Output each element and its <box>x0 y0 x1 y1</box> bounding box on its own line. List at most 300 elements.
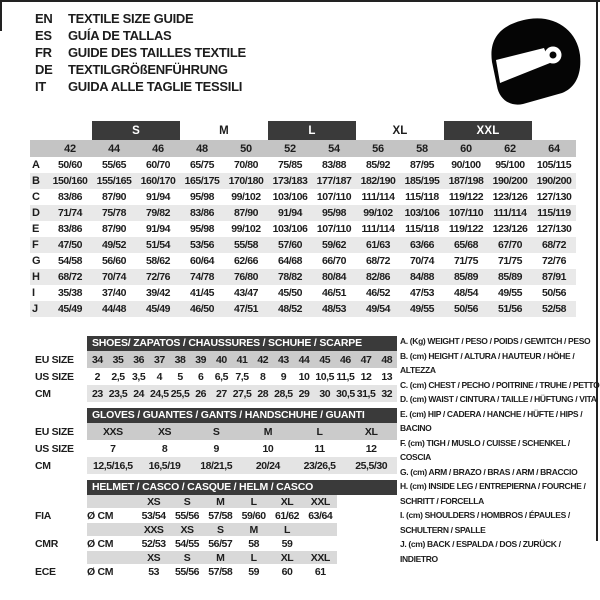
helmet-value-cell: 52/53 <box>141 537 166 550</box>
value-cell: 4 <box>156 370 163 383</box>
helmet-value-cell: 53/54 <box>141 509 166 522</box>
measure-value-cell: 44/48 <box>92 301 136 317</box>
measure-value-cell: 90/100 <box>451 159 481 171</box>
value-cell: 36 <box>133 353 145 366</box>
size-group-s: S <box>92 121 180 140</box>
value-cell: 8 <box>161 442 168 455</box>
measure-value-cell: 85/89 <box>488 269 532 285</box>
size-number-cell: 56 <box>356 140 400 157</box>
gloves-row <box>35 440 397 457</box>
measure-value-cell: 82/86 <box>356 269 400 285</box>
measure-value-cell: 66/70 <box>321 255 347 267</box>
measure-value-cell: 87/91 <box>532 269 576 285</box>
measure-row-a <box>30 157 576 173</box>
helmet-size-cell: XL <box>280 551 294 564</box>
measure-value-cell: 50/56 <box>444 301 488 317</box>
value-cell: 42 <box>257 353 269 366</box>
value-cell: 16,5/19 <box>148 459 181 472</box>
helmet-size-cell: XS <box>147 495 161 508</box>
measure-value-cell: 48/52 <box>268 301 312 317</box>
value-cell: 46 <box>340 353 351 366</box>
shoes-size-rows <box>35 351 397 402</box>
value-cell: 32 <box>381 387 393 400</box>
value-cell: 30,5 <box>336 387 355 400</box>
legend-item: A. (Kg) WEIGHT / PESO / POIDS / GEWITCH / PESO <box>400 336 591 346</box>
measure-value-cell: 48/53 <box>312 301 356 317</box>
value-cell: 44 <box>298 353 310 366</box>
measure-value-cell: 41/45 <box>189 287 215 299</box>
value-cell: 9 <box>280 370 287 383</box>
value-cell: 25,5 <box>170 387 190 400</box>
measure-value-cell: 182/190 <box>356 173 400 189</box>
value-cell: 28,5 <box>274 387 293 400</box>
helmet-value-cell: 60 <box>281 565 293 578</box>
measure-value-cell: 99/102 <box>231 223 261 235</box>
helmet-value-cell: 59/60 <box>241 509 266 522</box>
value-cell: 31,5 <box>356 387 376 400</box>
measure-value-cell: 50/60 <box>57 159 83 171</box>
helmet-value-cells <box>87 536 337 551</box>
measure-value-cell: 173/183 <box>268 173 312 189</box>
measure-value-cell: 95/100 <box>495 159 525 171</box>
measure-value-cell: 47/50 <box>48 237 92 253</box>
row-label: US SIZE <box>35 442 74 455</box>
value-cell: XS <box>157 425 172 438</box>
legend-item: B. (cm) HEIGHT / ALTURA / HAUTEUR / HÖHE / ALTEZZA <box>400 350 575 375</box>
row-letter: I <box>32 287 35 299</box>
size-number-cell: 64 <box>532 140 576 157</box>
measure-value-cell: 85/89 <box>444 269 488 285</box>
measure-value-cell: 80/84 <box>312 269 356 285</box>
value-cell: 23 <box>91 387 103 400</box>
measure-value-cell: 75/85 <box>277 159 303 171</box>
measure-value-cell: 56/60 <box>101 255 127 267</box>
value-cell: 23/26,5 <box>303 459 336 472</box>
measure-value-cell: 67/70 <box>488 237 532 253</box>
legend-item: E. (cm) HIP / CADERA / HANCHE / HÜFTE / HIPS / BACINO <box>400 408 583 433</box>
row-letter: G <box>32 255 41 267</box>
helmet-value-cell: 54/55 <box>174 537 199 550</box>
measure-value-cell: 52/58 <box>532 301 576 317</box>
measure-value-cell: 72/76 <box>541 255 567 267</box>
measure-value-cell: 115/118 <box>405 223 439 235</box>
measure-value-cell: 45/49 <box>48 301 92 317</box>
helmet-size-label-row <box>35 523 397 536</box>
diameter-unit-label: Ø CM <box>87 509 114 522</box>
value-cell: 29 <box>298 387 310 400</box>
measure-value-cell: 119/122 <box>448 223 484 235</box>
measure-row-c <box>30 189 576 205</box>
value-cell: 10 <box>262 442 274 455</box>
gloves-size-rows <box>35 423 397 474</box>
language-code: DE <box>35 62 53 77</box>
measure-value-cell: 55/58 <box>224 237 268 253</box>
measure-value-cell: 60/64 <box>189 255 215 267</box>
helmet-size-cell: XXL <box>310 551 330 564</box>
helmet-value-cell: 61/62 <box>274 509 299 522</box>
measure-value-cell: 87/90 <box>224 205 268 221</box>
shoes-section-header: SHOES/ ZAPATOS / CHAUSSURES / SCHUHE / SCARPE <box>87 336 397 351</box>
measure-value-cell: 160/170 <box>136 173 180 189</box>
language-title: TEXTILE SIZE GUIDE <box>68 11 194 26</box>
measure-value-cell: 72/76 <box>136 269 180 285</box>
measure-value-cell: 91/94 <box>268 205 312 221</box>
row-letter: J <box>30 301 48 317</box>
helmet-value-cells <box>87 508 337 523</box>
measure-value-cell: 99/102 <box>231 191 261 203</box>
value-cell: 28 <box>257 387 269 400</box>
value-cell: 38 <box>174 353 186 366</box>
measure-value-cell: 103/106 <box>272 223 308 235</box>
measure-value-cell: 53/56 <box>180 237 224 253</box>
gloves-cells <box>87 423 397 440</box>
gloves-cells <box>87 440 397 457</box>
helmet-size-cell: L <box>283 523 290 536</box>
value-cell: 40 <box>215 353 227 366</box>
measure-row-i <box>30 285 576 301</box>
measure-value-cell: 190/200 <box>532 173 576 189</box>
measure-value-cell: 119/122 <box>448 191 484 203</box>
measure-value-cell: 46/52 <box>365 287 391 299</box>
helmet-section-header: HELMET / CASCO / CASQUE / HELM / CASCO <box>87 480 397 495</box>
helmet-size-rows <box>35 495 397 579</box>
value-cell: L <box>316 425 323 438</box>
gloves-row <box>35 457 397 474</box>
row-label: EU SIZE <box>35 353 74 366</box>
measure-value-cell: 83/86 <box>180 205 224 221</box>
row-letter: E <box>32 223 39 235</box>
value-cell: 7,5 <box>235 370 249 383</box>
size-group-l: L <box>268 121 356 140</box>
value-cell: 26 <box>195 387 207 400</box>
shoes-row <box>35 351 397 368</box>
row-label: CM <box>35 387 51 400</box>
value-cell: 2 <box>94 370 101 383</box>
measure-value-cell: 79/82 <box>136 205 180 221</box>
measure-value-cell: 59/62 <box>312 237 356 253</box>
measure-value-cell: 46/50 <box>180 301 224 317</box>
value-cell: 3,5 <box>132 370 146 383</box>
measure-row-e <box>30 221 576 237</box>
shoes-row <box>35 368 397 385</box>
value-cell: XL <box>364 425 378 438</box>
measure-value-cell: 127/130 <box>536 223 572 235</box>
value-cell: 9 <box>213 442 219 455</box>
measure-value-cell: 71/74 <box>48 205 92 221</box>
measure-value-cell: 95/98 <box>189 223 215 235</box>
measure-value-cell: 155/165 <box>92 173 136 189</box>
measure-value-cell: 103/106 <box>400 205 444 221</box>
measure-value-cell: 54/58 <box>57 255 83 267</box>
measure-value-cell: 61/63 <box>356 237 400 253</box>
shoes-row <box>35 385 397 402</box>
size-number-cell: 48 <box>180 140 224 157</box>
spacer-cell <box>532 121 576 140</box>
measure-value-cell: 95/98 <box>189 191 215 203</box>
language-title-list <box>35 10 246 95</box>
language-line <box>35 61 246 78</box>
size-group-m: M <box>219 124 229 137</box>
row-letter: D <box>30 205 48 221</box>
legend-item: J. (cm) BACK / ESPALDA / DOS / ZURÜCK / INDIETRO <box>400 539 561 564</box>
value-cell: 11 <box>314 442 325 455</box>
gloves-section <box>35 408 397 474</box>
value-cell: 20/24 <box>255 459 280 472</box>
measure-value-cell: 58/62 <box>145 255 171 267</box>
value-cell: 12 <box>365 442 377 455</box>
measure-value-cell: 45/50 <box>277 287 303 299</box>
measure-value-cell: 107/110 <box>444 205 488 221</box>
language-code: EN <box>35 11 53 26</box>
language-title: GUIDA ALLE TAGLIE TESSILI <box>68 79 243 94</box>
helmet-size-cell: L <box>250 551 257 564</box>
value-cell: 35 <box>112 353 124 366</box>
size-group-xl: XL <box>392 124 408 137</box>
helmet-value-cell: 53 <box>148 565 160 578</box>
size-number-cell: 58 <box>400 140 444 157</box>
helmet-size-cells <box>87 495 337 508</box>
helmet-size-cell: XS <box>147 551 161 564</box>
measure-value-cell: 103/106 <box>272 191 308 203</box>
helmet-value-cell: 55/56 <box>174 509 199 522</box>
measure-value-cell: 76/80 <box>224 269 268 285</box>
row-label <box>35 523 87 536</box>
measure-value-cell: 62/66 <box>233 255 259 267</box>
measure-value-cell: 37/40 <box>101 287 127 299</box>
language-code: IT <box>35 79 46 94</box>
measure-value-cell: 74/78 <box>180 269 224 285</box>
measure-value-cell: 70/80 <box>233 159 259 171</box>
measure-value-cell: 47/53 <box>409 287 435 299</box>
measure-value-cell: 165/175 <box>180 173 224 189</box>
size-number-cell: 62 <box>488 140 532 157</box>
measure-value-cell: 127/130 <box>536 191 572 203</box>
value-cell: 48 <box>381 353 393 366</box>
row-label <box>35 495 87 508</box>
measure-value-cell: 105/115 <box>536 159 572 171</box>
legend-item: D. (cm) WAIST / CINTURA / TAILLE / HÜFTUNG / VITA <box>400 394 597 404</box>
gloves-row <box>35 423 397 440</box>
measure-value-cell: 60/70 <box>145 159 171 171</box>
value-cell: 6 <box>198 370 204 383</box>
legend-item: C. (cm) CHEST / PECHO / POITRINE / TRUHE / PETTO <box>400 379 600 390</box>
measure-value-cell: 123/126 <box>492 191 528 203</box>
measure-value-cell: 70/74 <box>409 255 435 267</box>
row-letter: F <box>30 237 48 253</box>
language-line <box>35 44 246 61</box>
frame-border-top <box>0 0 600 2</box>
measure-value-cell: 187/198 <box>444 173 488 189</box>
measure-value-cell: 68/72 <box>365 255 391 267</box>
helmet-value-cell: 55/56 <box>174 565 199 578</box>
measure-value-cell: 51/56 <box>488 301 532 317</box>
measure-value-cell: 65/75 <box>189 159 215 171</box>
helmet-value-cell: 63/64 <box>308 509 333 522</box>
size-group-row <box>30 121 576 140</box>
legend-item: F. (cm) TIGH / MUSLO / CUISSE / SCHENKEL / COSCIA <box>400 437 570 462</box>
value-cell: 25,5/30 <box>355 459 388 472</box>
measure-value-cell: 91/94 <box>145 223 171 235</box>
row-letter: A <box>32 159 40 171</box>
size-number-row <box>30 140 576 157</box>
value-cell: 18/21,5 <box>200 459 233 472</box>
value-cell: 8 <box>260 370 266 383</box>
helmet-size-cell: S <box>217 523 224 536</box>
helmet-size-cell: XL <box>280 495 294 508</box>
row-label <box>35 551 87 564</box>
value-cell: 23,5 <box>108 387 128 400</box>
size-number-cell: 46 <box>136 140 180 157</box>
measure-value-cell: 111/114 <box>361 223 395 235</box>
helmet-value-cell: 56/57 <box>208 537 233 550</box>
standard-label: FIA <box>35 509 52 522</box>
legend-item: I. (cm) SHOULDERS / HOMBROS / ÉPAULES / SCHULTERN / SPALLE <box>400 510 570 535</box>
measure-value-cell: 83/88 <box>321 159 347 171</box>
row-letter: C <box>32 191 40 203</box>
shoes-cells <box>87 368 397 385</box>
value-cell: 43 <box>277 353 289 366</box>
measure-value-cell: 45/49 <box>136 301 180 317</box>
value-cell: 41 <box>236 353 248 366</box>
measure-value-cell: 63/66 <box>400 237 444 253</box>
row-letter: H <box>30 269 48 285</box>
language-title: GUÍA DE TALLAS <box>68 28 172 43</box>
value-cell: M <box>263 425 272 438</box>
measurement-legend <box>400 334 600 566</box>
measure-value-cell: 87/90 <box>101 191 127 203</box>
measure-value-cell: 70/74 <box>92 269 136 285</box>
helmet-size-cells <box>87 551 337 564</box>
row-letter: B <box>30 173 48 189</box>
measure-row-j <box>30 301 576 317</box>
value-cell: XXS <box>103 425 123 438</box>
diameter-unit-label: Ø CM <box>87 565 114 578</box>
measure-value-cell: 115/118 <box>405 191 439 203</box>
measure-value-cell: 107/110 <box>316 223 352 235</box>
value-cell: 12 <box>360 370 372 383</box>
helmet-size-cell: L <box>250 495 257 508</box>
value-cell: 37 <box>153 353 165 366</box>
value-cell: 27,5 <box>232 387 252 400</box>
value-cell: 24,5 <box>150 387 169 400</box>
diameter-unit-label: Ø CM <box>87 537 114 550</box>
measure-value-cell: 111/114 <box>361 191 395 203</box>
size-number-cell: 44 <box>92 140 136 157</box>
value-cell: 30 <box>319 387 331 400</box>
measure-value-cell: 46/51 <box>321 287 347 299</box>
language-title: GUIDE DES TAILLES TEXTILE <box>68 45 246 60</box>
measure-value-cell: 57/60 <box>268 237 312 253</box>
language-line <box>35 10 246 27</box>
measure-value-cell: 150/160 <box>48 173 92 189</box>
measure-row-h <box>30 269 576 285</box>
measure-value-cell: 115/119 <box>532 205 576 221</box>
helmet-size-cell: M <box>249 523 258 536</box>
gloves-cells <box>87 457 397 474</box>
helmet-size-label-row <box>35 551 397 564</box>
measure-row-d <box>30 205 576 221</box>
helmet-value-cell: 57/58 <box>208 509 233 522</box>
size-number-cell: 60 <box>444 140 488 157</box>
helmet-value-cells <box>87 564 337 579</box>
measure-value-cell: 83/86 <box>57 223 83 235</box>
value-cell: 7 <box>110 442 116 455</box>
language-line <box>35 27 246 44</box>
racing-helmet-icon <box>487 16 583 106</box>
measure-value-cell: 51/54 <box>136 237 180 253</box>
helmet-value-cell: 61 <box>314 565 326 578</box>
measure-row-b <box>30 173 576 189</box>
measure-value-cell: 83/86 <box>57 191 83 203</box>
helmet-section <box>35 480 397 579</box>
helmet-value-row-ece <box>35 564 397 579</box>
measure-value-cell: 75/78 <box>92 205 136 221</box>
shoes-cells <box>87 351 397 368</box>
helmet-size-cell: M <box>216 551 225 564</box>
helmet-value-row-cmr <box>35 536 397 551</box>
measure-value-cell: 49/52 <box>92 237 136 253</box>
measure-value-cell: 43/47 <box>233 287 259 299</box>
helmet-size-cell: S <box>183 495 191 508</box>
measure-value-cell: 64/68 <box>277 255 303 267</box>
helmet-size-cell: S <box>183 551 191 564</box>
gloves-section-header: GLOVES / GUANTES / GANTS / HANDSCHUHE / GUANTI <box>87 408 397 423</box>
measure-value-cell: 91/94 <box>145 191 171 203</box>
measure-value-cell: 185/195 <box>400 173 444 189</box>
measure-value-cell: 78/82 <box>268 269 312 285</box>
size-number-cell: 42 <box>48 140 92 157</box>
size-number-cell: 50 <box>224 140 268 157</box>
value-cell: 5 <box>177 370 183 383</box>
language-title: TEXTILGRÖßENFÜHRUNG <box>68 62 228 77</box>
measure-value-cell: 123/126 <box>492 223 528 235</box>
measure-value-cell: 170/180 <box>224 173 268 189</box>
helmet-size-cell: XS <box>180 523 194 536</box>
value-cell: 47 <box>360 353 372 366</box>
measure-value-cell: 47/51 <box>224 301 268 317</box>
value-cell: 10,5 <box>315 370 335 383</box>
spacer-cell <box>30 121 92 140</box>
measure-value-cell: 111/114 <box>488 205 532 221</box>
legend-item: H. (cm) INSIDE LEG / ENTREPIERNA / FOURCHE / SCHRITT / FORCELLA <box>400 481 586 506</box>
measure-value-cell: 35/38 <box>57 287 83 299</box>
row-label: CM <box>35 459 51 472</box>
row-label: US SIZE <box>35 370 74 383</box>
language-line <box>35 78 246 95</box>
textile-size-table <box>30 121 576 317</box>
helmet-size-cells <box>87 523 337 536</box>
row-label: EU SIZE <box>35 425 74 438</box>
measure-value-cell: 65/68 <box>444 237 488 253</box>
measure-value-cell: 71/75 <box>497 255 523 267</box>
standard-label: CMR <box>35 537 59 550</box>
measure-value-cell: 190/200 <box>488 173 532 189</box>
measure-row-g <box>30 253 576 269</box>
shoes-section <box>35 336 397 402</box>
measure-value-cell: 50/56 <box>541 287 567 299</box>
helmet-value-cell: 58 <box>248 537 260 550</box>
measure-value-cell: 68/72 <box>532 237 576 253</box>
helmet-size-cell: XXL <box>310 495 330 508</box>
measure-value-cell: 87/95 <box>409 159 435 171</box>
accessory-size-sections <box>35 336 397 585</box>
value-cell: 12,5/16,5 <box>92 459 133 472</box>
standard-label: ECE <box>35 565 56 578</box>
measure-row-f <box>30 237 576 253</box>
measure-value-cell: 68/72 <box>48 269 92 285</box>
value-cell: 27 <box>215 387 227 400</box>
helmet-value-row-fia <box>35 508 397 523</box>
